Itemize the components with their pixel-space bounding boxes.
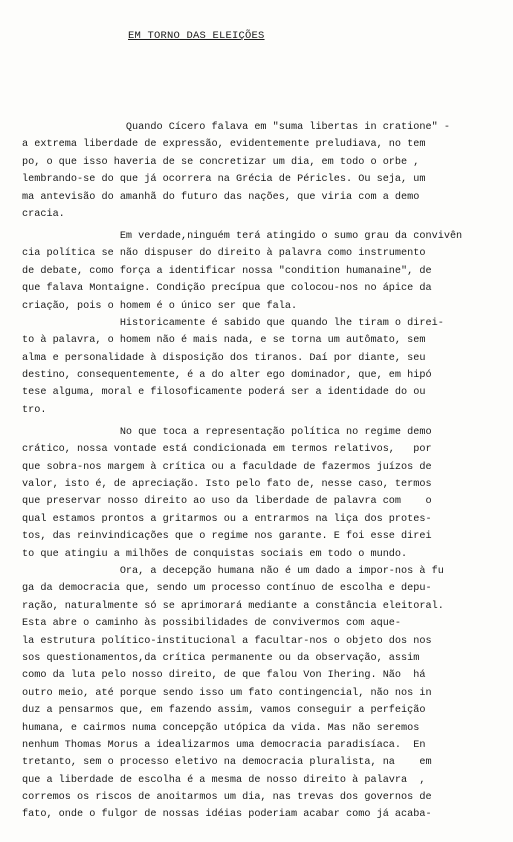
text-line: nenhum Thomas Morus a idealizarmos uma democracia paradisíaca. En <box>22 739 426 751</box>
text-line: po, o que isso haveria de se concretizar um dia, em todo o orbe , <box>22 156 420 168</box>
text-line: sos questionamentos,da crítica permanente ou da observação, assim <box>22 652 420 664</box>
text-line: tos, das reinvindicações que o regime nos garante. E foi esse direi <box>22 531 432 543</box>
text-line: la estrutura político-institucional a facultar-nos o objeto dos nos <box>22 635 432 647</box>
text-line: crático, nossa vontade está condicionada em termos relativos, por <box>22 444 432 456</box>
text-line: Quando Cícero falava em "suma libertas in cratione" - <box>22 122 450 133</box>
text-line: Em verdade,ninguém terá atingido o sumo grau da convivên <box>22 230 463 242</box>
text-line: to à palavra, o homem não é mais nada, e se torna um autômato, sem <box>22 335 426 347</box>
text-line: que sobra-nos margem à crítica ou a faculdade de fazermos juízos de <box>22 461 432 473</box>
text-line: qual estamos prontos a gritarmos ou a entrarmos na liça dos protes- <box>22 513 432 525</box>
text-line: Historicamente é sabido que quando lhe tiram o direi- <box>22 317 444 329</box>
text-line: ma antevisão do amanhã do futuro das nações, que viria com a demo <box>22 191 420 203</box>
text-line: outro meio, até porque sendo isso um fato contingencial, não nos in <box>22 687 432 699</box>
text-line: tro. <box>22 404 47 416</box>
text-line: ga da democracia que, sendo um processo contínuo de escolha e depu- <box>22 583 432 595</box>
text-line: ração, naturalmente só se aprimorará mediante a constância eleitoral. <box>22 600 444 612</box>
text-line: valor, isto é, de apreciação. Isto pelo fato de, nesse caso, termos <box>22 479 432 491</box>
text-line: que falava Montaigne. Condição precípua que colocou-nos no ápice da <box>22 283 432 295</box>
document-title: EM TORNO DAS ELEIÇÕES <box>128 30 265 42</box>
text-line: de debate, como força a identificar nossa "condition humanaine", de <box>22 265 432 277</box>
text-line: cracia. <box>22 208 65 220</box>
text-line: tese alguma, moral e filosoficamente poderá ser a identidade do ou <box>22 387 426 399</box>
text-line: No que toca a representação política no regime demo <box>22 426 432 438</box>
text-line: duz a pensarmos que, em fazendo assim, vamos conseguir a perfeição <box>22 705 426 717</box>
text-line: a extrema liberdade de expressão, evidentemente preludiava, no tem <box>22 139 426 151</box>
text-line: criação, pois o homem é o único ser que fala. <box>22 300 298 312</box>
text-line: que preservar nosso direito ao uso da liberdade de palavra com o <box>22 496 432 508</box>
text-line: que a liberdade de escolha é a mesma de nosso direito à palavra , <box>22 774 426 786</box>
text-line: como da luta pelo nosso direito, de que falou Von Ihering. Não há <box>22 670 426 682</box>
text-line: cia política se não dispuser do direito à palavra como instrumento <box>22 248 426 260</box>
text-line: corremos os riscos de anoitarmos um dia, nas trevas dos governos de <box>22 792 432 804</box>
text-line: Esta abre o caminho às possibilidades de convivermos com aque- <box>22 618 402 630</box>
text-line: tretanto, sem o processo eletivo na democracia pluralista, na em <box>22 757 432 769</box>
text-line: alma e personalidade à disposição dos tiranos. Daí por diante, seu <box>22 352 426 364</box>
text-line: fato, onde o fulgor de nossas idéias poderiam acabar como já acaba- <box>22 809 432 821</box>
text-line: humana, e cairmos numa concepção utópica da vida. Mas não seremos <box>22 722 420 734</box>
text-line: to que atingiu a milhões de conquistas sociais em todo o mundo. <box>22 548 408 560</box>
text-line: Ora, a decepção humana não é um dado a impor-nos à fu <box>22 565 444 577</box>
text-line: destino, consequentemente, é a do alter ego dominador, que, em hipó <box>22 370 432 382</box>
document-body <box>22 119 497 824</box>
text-line: lembrando-se do que já ocorrera na Grécia de Péricles. Ou seja, um <box>22 174 426 186</box>
